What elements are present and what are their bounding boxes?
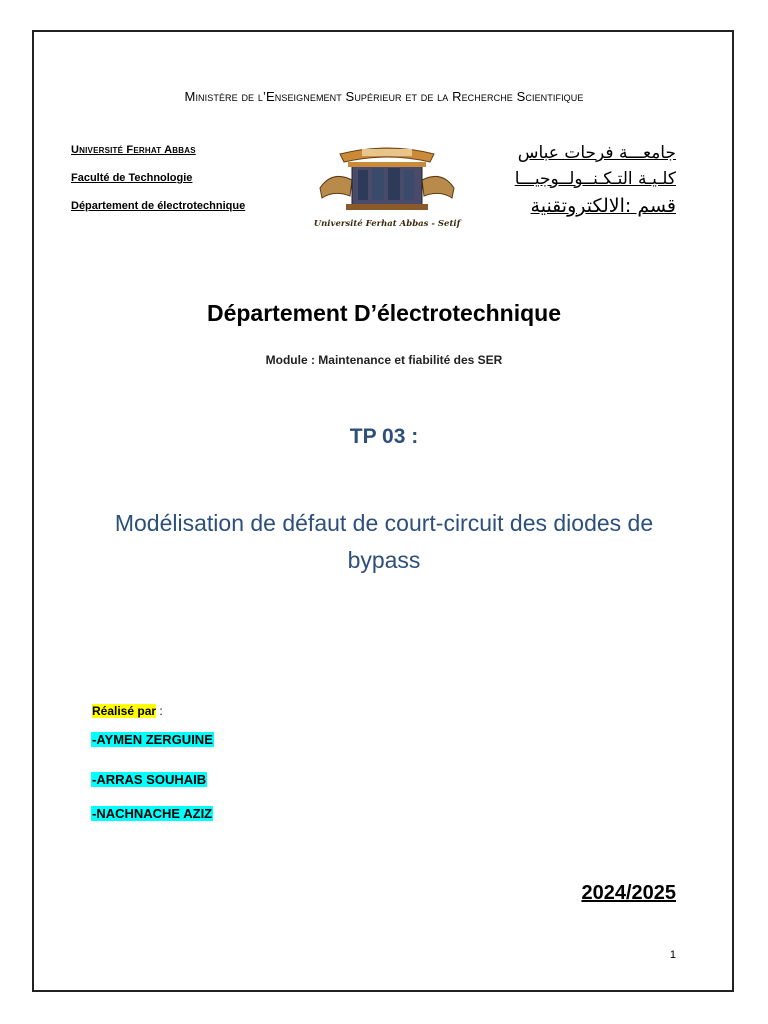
author-name: -NACHNACHE AZIZ — [92, 806, 213, 821]
faculty-name: Faculté de Technologie — [71, 172, 193, 184]
author-name: -ARRAS SOUHAIB — [92, 772, 207, 787]
tp-number: TP 03 : — [349, 425, 419, 448]
university-info-french — [71, 144, 245, 228]
page-number: 1 — [669, 949, 676, 961]
author-item — [91, 732, 214, 747]
arabic-faculty-name: كلـيـة التـكـنــولــوجيـــا — [514, 169, 676, 189]
authors-label-text: Réalisé par — [92, 704, 157, 718]
authors-label — [92, 704, 163, 718]
tp-subject: Modélisation de défaut de court-circuit des diodes de bypass — [114, 510, 654, 573]
arabic-department-name: قسم :الالكتروتقنية — [530, 195, 676, 217]
department-title: Département D’électrotechnique — [206, 300, 562, 326]
authors-label-suffix: : — [156, 704, 163, 718]
arabic-university-name: جامعـــة فرحات عباس — [517, 143, 676, 163]
logo-caption: Université Ferhat Abbas - Setif — [313, 219, 461, 229]
university-name: Université Ferhat Abbas — [71, 144, 196, 156]
university-info-arabic — [515, 143, 676, 217]
university-logo — [312, 140, 462, 232]
author-item — [91, 772, 207, 787]
module-label: Module : — [265, 353, 315, 367]
module-value: Maintenance et fiabilité des SER — [314, 353, 503, 367]
ministry-header: Ministère de l’Enseignement Supérieur et de la Recherche Scientifique — [184, 89, 584, 104]
author-item — [91, 806, 213, 821]
author-name: -AYMEN ZERGUINE — [92, 732, 213, 747]
module-line — [0, 353, 768, 367]
department-name: Département de électrotechnique — [71, 200, 246, 212]
academic-year: 2024/2025 — [581, 882, 676, 904]
